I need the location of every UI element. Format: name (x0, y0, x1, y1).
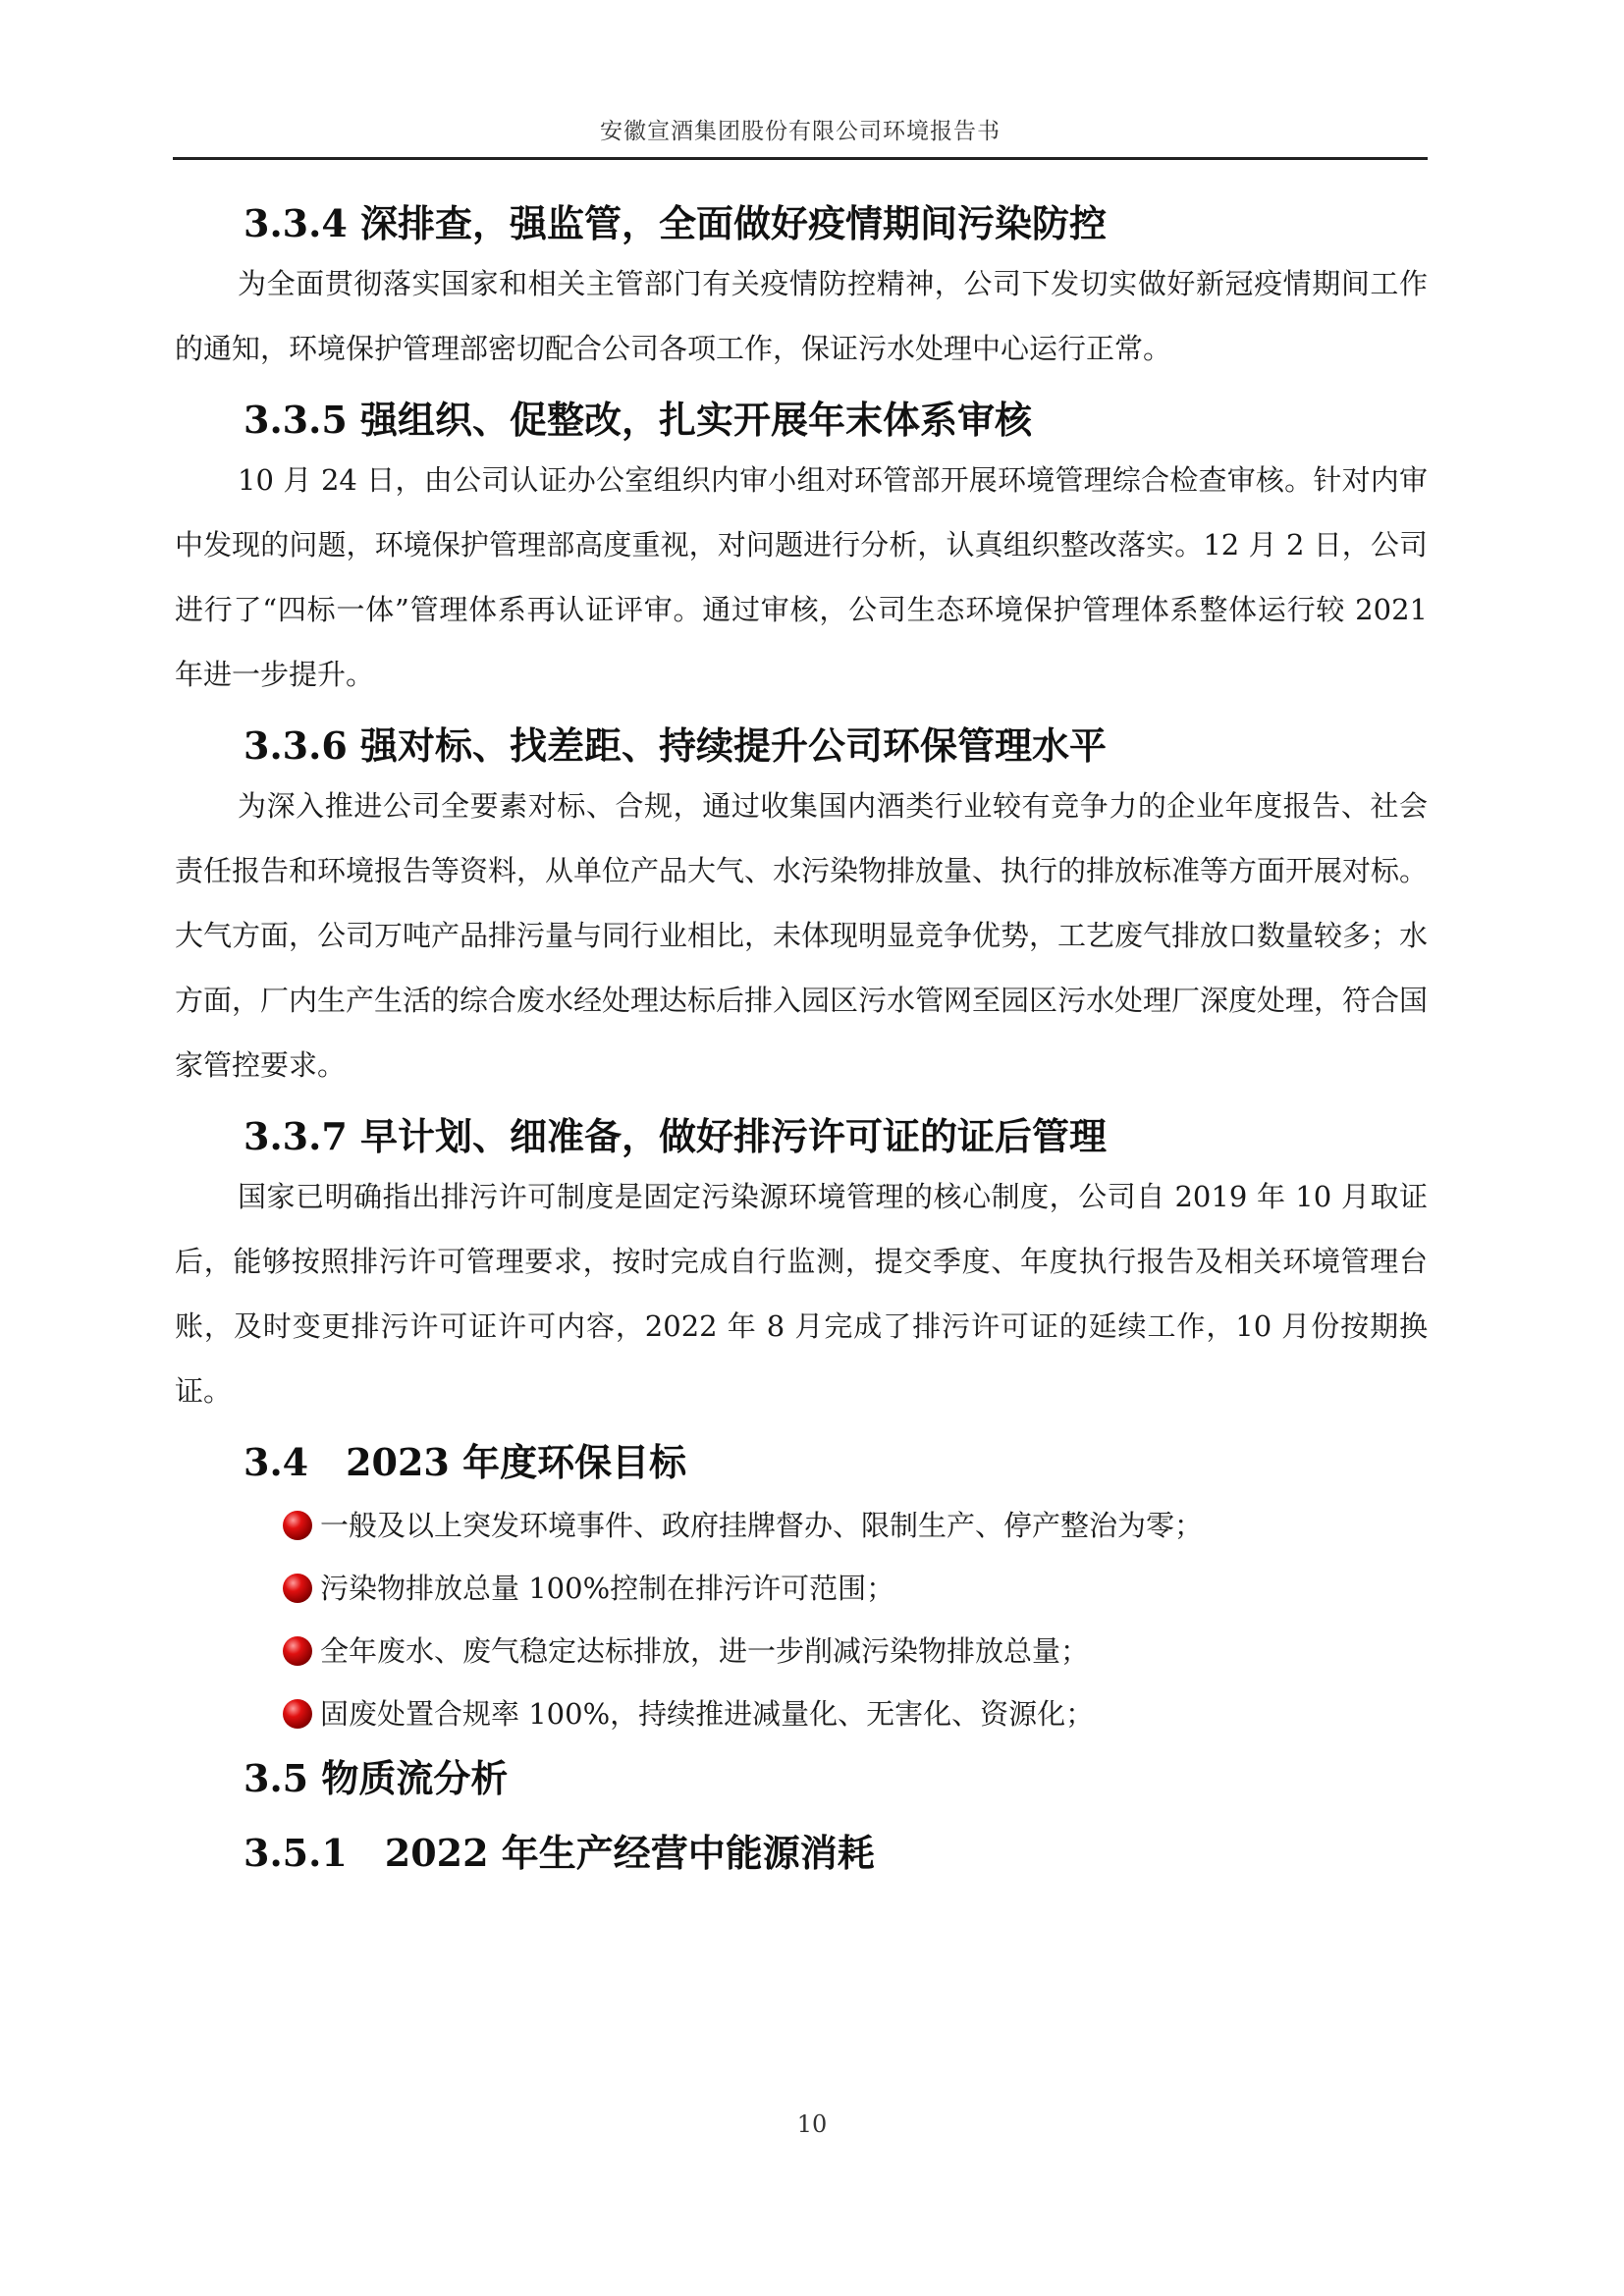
goal-text: 一般及以上突发环境事件、政府挂牌督办、限制生产、停产整治为零； (320, 1509, 1204, 1542)
page-number: 10 (796, 2110, 828, 2138)
page-header (173, 110, 1428, 160)
section-heading-3-5-1: 3.5.1 2022 年生产经营中能源消耗 (244, 1831, 875, 1875)
section-heading-3-4: 3.4 2023 年度环保目标 (244, 1440, 687, 1484)
goal-text: 固废处置合规率 100%，持续推进减量化、无害化、资源化； (320, 1697, 1095, 1731)
section-paragraph: 10 月 24 日，由公司认证办公室组织内审小组对环管部开展环境管理综合检查审核。针对内审中发现的问题，环境保护管理部高度重视，对问题进行分析，认真组织整改落实。12 月 2 日，公司进行了“四标一体”管理体系再认证评审。通过审核，公司生态环境保护管理体系整体运行较 2021 年进一步提升。 (175, 463, 1428, 691)
section-paragraph: 为深入推进公司全要素对标、合规，通过收集国内酒类行业较有竞争力的企业年度报告、社会责任报告和环境报告等资料，从单位产品大气、水污染物排放量、执行的排放标准等方面开展对标。大气方面，公司万吨产品排污量与同行业相比，未体现明显竞争优势，工艺废气排放口数量较多；水方面，厂内生产生活的综合废水经处理达标后排入园区污水管网至园区污水处理厂深度处理，符合国家管控要求。 (175, 789, 1429, 1082)
header-title: 安徽宣酒集团股份有限公司环境报告书 (600, 119, 1001, 144)
list-item (283, 1682, 1428, 1745)
section-heading-3-3-6: 3.3.6 强对标、找差距、持续提升公司环保管理水平 (244, 723, 1108, 768)
list-item (283, 1620, 1428, 1682)
section-paragraph: 国家已明确指出排污许可制度是固定污染源环境管理的核心制度，公司自 2019 年 10 月取证后，能够按照排污许可管理要求，按时完成自行监测，提交季度、年度执行报告及相关环境管理台账，及时变更排污许可证许可内容，2022 年 8 月完成了排污许可证的延续工作，10 月份按期换证。 (175, 1180, 1428, 1408)
section-heading-3-3-7: 3.3.7 早计划、细准备，做好排污许可证的证后管理 (244, 1114, 1108, 1158)
goal-text: 污染物排放总量 100%控制在排污许可范围； (320, 1572, 895, 1605)
section-paragraph: 为全面贯彻落实国家和相关主管部门有关疫情防控精神，公司下发切实做好新冠疫情期间工作的通知，环境保护管理部密切配合公司各项工作，保证污水处理中心运行正常。 (175, 267, 1428, 365)
list-item (283, 1494, 1428, 1557)
section-heading-3-5: 3.5 物质流分析 (244, 1756, 509, 1800)
section-heading-3-3-5: 3.3.5 强组织、促整改，扎实开展年末体系审核 (244, 398, 1033, 442)
section-heading-3-3-4: 3.3.4 深排查，强监管，全面做好疫情期间污染防控 (244, 201, 1108, 245)
goal-text: 全年废水、废气稳定达标排放，进一步削减污染物排放总量； (320, 1634, 1090, 1668)
red-ball-bullet-icon (283, 1574, 312, 1603)
goals-list (175, 1494, 1428, 1745)
page-content (175, 196, 1428, 1881)
red-ball-bullet-icon (283, 1636, 312, 1666)
list-item (283, 1557, 1428, 1620)
red-ball-bullet-icon (283, 1699, 312, 1729)
red-ball-bullet-icon (283, 1511, 312, 1540)
